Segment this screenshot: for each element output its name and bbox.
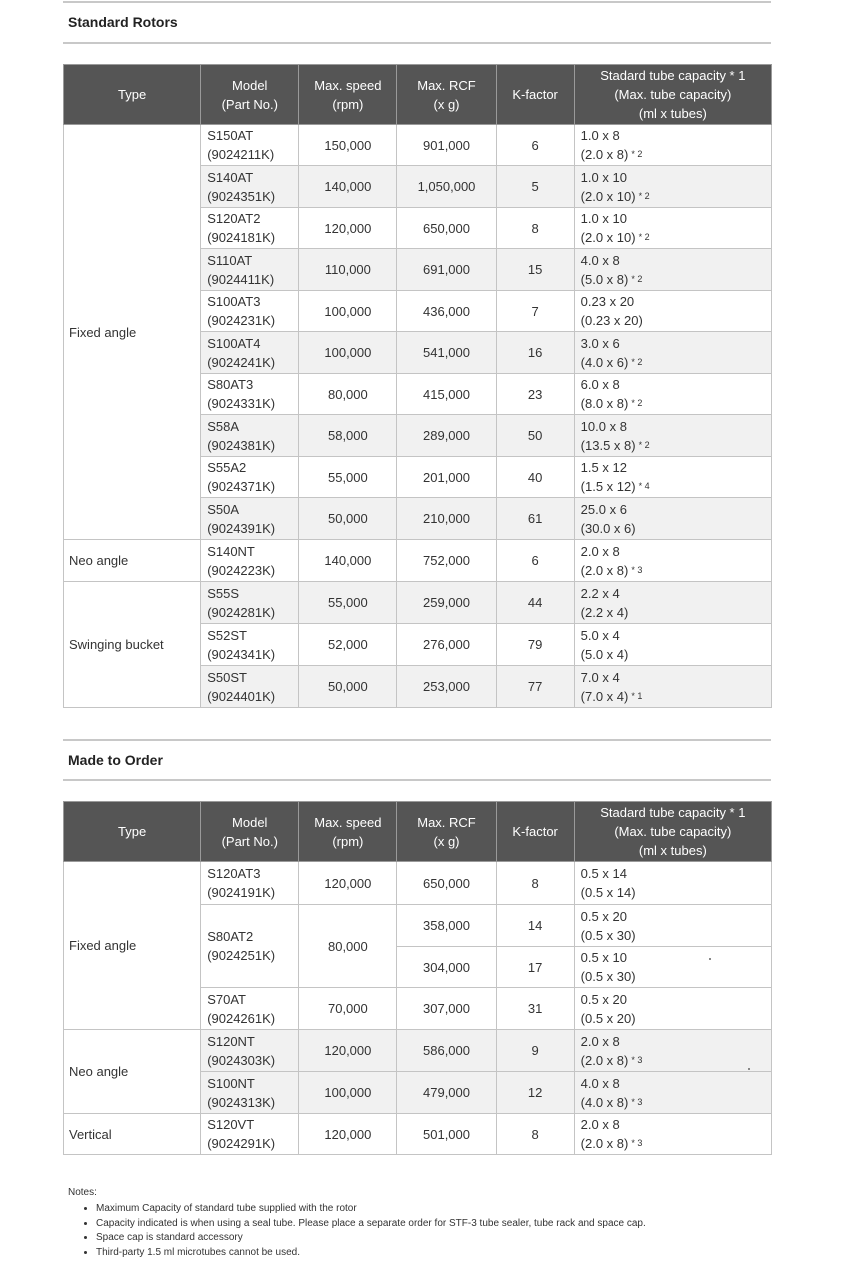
rcf-cell: 210,000 <box>397 498 496 540</box>
header-model: Model (Part No.) <box>201 65 299 125</box>
model-cell: S120NT (9024303K) <box>201 1030 299 1072</box>
capacity-cell: 5.0 x 4 (5.0 x 4) <box>574 624 771 666</box>
capacity-cell: 1.0 x 8 (2.0 x 8) $^{* 2}$ <box>574 125 771 166</box>
type-cell: Swinging bucket <box>64 582 201 708</box>
capacity-cell: 2.0 x 8 (2.0 x 8) $^{* 3}$ <box>574 1030 771 1072</box>
kfactor-cell: 12 <box>496 1072 574 1114</box>
header-rcf: Max. RCF (x g) <box>397 802 496 862</box>
header-row <box>64 65 772 125</box>
rcf-cell: 259,000 <box>397 582 496 624</box>
model-cell: S50A (9024391K) <box>201 498 299 540</box>
type-cell: Fixed angle <box>64 125 201 540</box>
rcf-cell: 201,000 <box>397 457 496 498</box>
speed-cell: 55,000 <box>299 582 397 624</box>
header-type: Type <box>64 802 201 862</box>
footnote-mark: * 2 <box>631 398 643 408</box>
made-to-order-title: Made to Order <box>68 752 163 768</box>
note-item: • Capacity indicated is when using a seal tube. Please place a separate order for STF-3 tube sealer, tube rack and space cap. <box>96 1217 646 1232</box>
rcf-cell: 650,000 <box>397 208 496 249</box>
model-cell: S140AT (9024351K) <box>201 166 299 208</box>
model-cell: S80AT3 (9024331K) <box>201 374 299 415</box>
header-capacity: Stadard tube capacity * 1 (Max. tube capacity) (ml x tubes) <box>574 802 771 862</box>
header-type: Type <box>64 65 201 125</box>
model-cell: S52ST (9024341K) <box>201 624 299 666</box>
capacity-cell: 0.5 x 10 (0.5 x 30) <box>574 947 771 988</box>
capacity-cell: 0.5 x 14 (0.5 x 14) <box>574 862 771 905</box>
model-cell: S100AT4 (9024241K) <box>201 332 299 374</box>
table-row <box>64 862 772 905</box>
type-cell: Vertical <box>64 1114 201 1155</box>
kfactor-cell: 44 <box>496 582 574 624</box>
capacity-cell: 4.0 x 8 (4.0 x 8) $^{* 3}$ <box>574 1072 771 1114</box>
footnote-mark: * 3 <box>631 1054 643 1065</box>
model-cell: S55S (9024281K) <box>201 582 299 624</box>
speed-cell: 120,000 <box>299 208 397 249</box>
kfactor-cell: 17 <box>496 947 574 988</box>
speed-cell: 50,000 <box>299 498 397 540</box>
made-title-divider <box>63 779 771 781</box>
footnote-mark: * 2 <box>631 356 643 367</box>
footnote-mark: * 2 <box>638 439 650 450</box>
kfactor-cell: 50 <box>496 415 574 457</box>
speed-cell: 100,000 <box>299 1072 397 1114</box>
made-to-order-table <box>63 801 772 1155</box>
rcf-cell: 304,000 <box>397 947 496 988</box>
note-item: • Maximum Capacity of standard tube supplied with the rotor <box>96 1202 646 1217</box>
kfactor-cell: 61 <box>496 498 574 540</box>
capacity-cell: 2.2 x 4 (2.2 x 4) <box>574 582 771 624</box>
rcf-cell: 479,000 <box>397 1072 496 1114</box>
model-cell: S150AT (9024211K) <box>201 125 299 166</box>
speed-cell: 120,000 <box>299 1030 397 1072</box>
rcf-cell: 586,000 <box>397 1030 496 1072</box>
capacity-cell: 10.0 x 8 (13.5 x 8) $^{* 2}$ <box>574 415 771 457</box>
footnote-mark: * 3 <box>631 1096 643 1107</box>
model-cell: S120AT2 (9024181K) <box>201 208 299 249</box>
capacity-cell: 2.0 x 8 (2.0 x 8) $^{* 3}$ <box>574 540 771 582</box>
footnote-mark: * 3 <box>631 1138 643 1148</box>
capacity-cell: 7.0 x 4 (7.0 x 4) $^{* 1}$ <box>574 666 771 708</box>
type-cell: Neo angle <box>64 1030 201 1114</box>
speed-cell: 80,000 <box>299 374 397 415</box>
speed-cell: 58,000 <box>299 415 397 457</box>
rcf-cell: 901,000 <box>397 125 496 166</box>
model-cell: S140NT (9024223K) <box>201 540 299 582</box>
rcf-cell: 541,000 <box>397 332 496 374</box>
speed-cell: 120,000 <box>299 862 397 905</box>
kfactor-cell: 8 <box>496 208 574 249</box>
kfactor-cell: 9 <box>496 1030 574 1072</box>
header-model: Model (Part No.) <box>201 802 299 862</box>
table-row <box>64 1030 772 1072</box>
note-item: • Space cap is standard accessory <box>96 1231 646 1246</box>
kfactor-cell: 31 <box>496 988 574 1030</box>
capacity-cell: 25.0 x 6 (30.0 x 6) <box>574 498 771 540</box>
capacity-cell: 6.0 x 8 (8.0 x 8) $^{* 2}$ <box>574 374 771 415</box>
note-item: • Third-party 1.5 ml microtubes cannot be used. <box>96 1246 646 1261</box>
table-row <box>64 1114 772 1155</box>
rcf-cell: 253,000 <box>397 666 496 708</box>
rcf-cell: 307,000 <box>397 988 496 1030</box>
model-cell: S110AT (9024411K) <box>201 249 299 291</box>
kfactor-cell: 40 <box>496 457 574 498</box>
footnote-mark: * 2 <box>631 273 643 284</box>
kfactor-cell: 6 <box>496 125 574 166</box>
kfactor-cell: 8 <box>496 1114 574 1155</box>
capacity-cell: 0.5 x 20 (0.5 x 30) <box>574 905 771 947</box>
header-row <box>64 802 772 862</box>
kfactor-cell: 16 <box>496 332 574 374</box>
speed-cell: 150,000 <box>299 125 397 166</box>
speed-cell: 52,000 <box>299 624 397 666</box>
footnote-mark: * 1 <box>631 690 643 701</box>
speed-cell: 50,000 <box>299 666 397 708</box>
model-cell: S55A2 (9024371K) <box>201 457 299 498</box>
standard-title-divider <box>63 42 771 44</box>
header-rcf: Max. RCF (x g) <box>397 65 496 125</box>
footnote-mark: * 3 <box>631 564 643 575</box>
capacity-cell: 0.5 x 20 (0.5 x 20) <box>574 988 771 1030</box>
kfactor-cell: 23 <box>496 374 574 415</box>
kfactor-cell: 7 <box>496 291 574 332</box>
model-cell: S100NT (9024313K) <box>201 1072 299 1114</box>
footnote-mark: * 2 <box>631 149 643 159</box>
table-row <box>64 582 772 624</box>
rcf-cell: 289,000 <box>397 415 496 457</box>
top-divider <box>63 1 771 3</box>
speed-cell: 110,000 <box>299 249 397 291</box>
rcf-cell: 1,050,000 <box>397 166 496 208</box>
capacity-cell: 1.0 x 10 (2.0 x 10) $^{* 2}$ <box>574 166 771 208</box>
notes-list <box>68 1202 646 1260</box>
footnote-mark: * 4 <box>638 481 650 491</box>
stray-dot-mark <box>748 1068 750 1070</box>
kfactor-cell: 5 <box>496 166 574 208</box>
standard-rotors-title: Standard Rotors <box>68 14 178 30</box>
speed-cell: 140,000 <box>299 540 397 582</box>
capacity-cell: 1.5 x 12 (1.5 x 12) $^{* 4}$ <box>574 457 771 498</box>
standard-rotors-table <box>63 64 772 708</box>
kfactor-cell: 15 <box>496 249 574 291</box>
model-cell: S50ST (9024401K) <box>201 666 299 708</box>
speed-cell: 140,000 <box>299 166 397 208</box>
footnote-mark: * 2 <box>638 190 650 201</box>
header-speed: Max. speed (rpm) <box>299 802 397 862</box>
model-cell: S58A (9024381K) <box>201 415 299 457</box>
speed-cell: 100,000 <box>299 291 397 332</box>
kfactor-cell: 8 <box>496 862 574 905</box>
rcf-cell: 501,000 <box>397 1114 496 1155</box>
model-cell: S120VT (9024291K) <box>201 1114 299 1155</box>
kfactor-cell: 14 <box>496 905 574 947</box>
rcf-cell: 436,000 <box>397 291 496 332</box>
rcf-cell: 650,000 <box>397 862 496 905</box>
notes-section <box>68 1187 646 1260</box>
speed-cell: 100,000 <box>299 332 397 374</box>
capacity-cell: 3.0 x 6 (4.0 x 6) $^{* 2}$ <box>574 332 771 374</box>
model-cell: S70AT (9024261K) <box>201 988 299 1030</box>
header-capacity: Stadard tube capacity * 1 (Max. tube capacity) (ml x tubes) <box>574 65 771 125</box>
rcf-cell: 358,000 <box>397 905 496 947</box>
speed-cell: 55,000 <box>299 457 397 498</box>
model-cell: S100AT3 (9024231K) <box>201 291 299 332</box>
header-speed: Max. speed (rpm) <box>299 65 397 125</box>
made-section-divider <box>63 739 771 741</box>
table-row <box>64 540 772 582</box>
speed-cell: 80,000 <box>299 905 397 988</box>
capacity-cell: 0.23 x 20 (0.23 x 20) <box>574 291 771 332</box>
capacity-cell: 2.0 x 8 (2.0 x 8) $^{* 3}$ <box>574 1114 771 1155</box>
rcf-cell: 691,000 <box>397 249 496 291</box>
header-kfactor: K-factor <box>496 802 574 862</box>
kfactor-cell: 79 <box>496 624 574 666</box>
rcf-cell: 276,000 <box>397 624 496 666</box>
speed-cell: 70,000 <box>299 988 397 1030</box>
kfactor-cell: 6 <box>496 540 574 582</box>
type-cell: Fixed angle <box>64 862 201 1030</box>
rcf-cell: 752,000 <box>397 540 496 582</box>
header-kfactor: K-factor <box>496 65 574 125</box>
kfactor-cell: 77 <box>496 666 574 708</box>
rcf-cell: 415,000 <box>397 374 496 415</box>
capacity-cell: 4.0 x 8 (5.0 x 8) $^{* 2}$ <box>574 249 771 291</box>
model-cell: S80AT2 (9024251K) <box>201 905 299 988</box>
speed-cell: 120,000 <box>299 1114 397 1155</box>
capacity-cell: 1.0 x 10 (2.0 x 10) $^{* 2}$ <box>574 208 771 249</box>
type-cell: Neo angle <box>64 540 201 582</box>
notes-label: Notes: <box>68 1187 97 1198</box>
footnote-mark: * 2 <box>638 232 650 242</box>
table-row <box>64 125 772 166</box>
model-cell: S120AT3 (9024191K) <box>201 862 299 905</box>
stray-dot-mark <box>709 958 711 960</box>
